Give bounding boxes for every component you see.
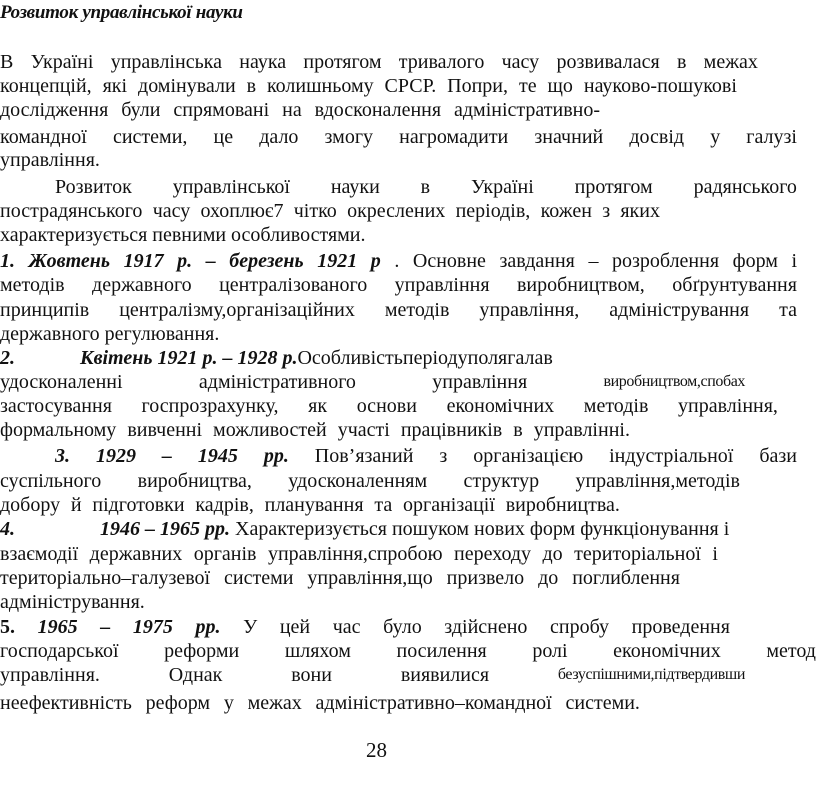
word: органів [193,543,257,565]
word: науки [330,176,380,198]
word: чітко [293,200,337,222]
word: кадрів, [195,494,254,516]
word: науково-пошукові [583,75,737,97]
word: виробництва, [137,470,252,492]
word: Україні [470,176,534,198]
text-segment [0,370,603,394]
word: державного [92,274,192,296]
word: системи. [565,692,640,714]
word: в [246,75,257,97]
word: значний [534,126,604,148]
word: управління. [0,664,100,686]
text-line [55,175,797,199]
word: суспільного [0,470,102,492]
text-line [0,50,758,74]
word: управління, [678,395,778,417]
word: взаємодії [0,543,79,565]
period-dates [96,444,315,468]
word: добору [0,494,61,516]
text-segment-small: виробництвом,спобах [603,373,745,390]
word: охоплює7 [200,200,284,222]
word: розроблення [612,250,720,272]
word: окреслених [347,200,446,222]
word: економічних [446,395,555,417]
word: на [282,99,302,121]
word: протягом [574,176,653,198]
word: тривалого [398,51,485,73]
word: що [547,75,573,97]
word: 1921 [317,250,358,272]
word: пострадянського [0,200,143,222]
section-title: Розвиток управлінської науки [0,2,243,23]
word: В [0,51,14,73]
word: галузі [746,126,797,148]
word: здійснено [444,616,528,638]
word: методів [583,395,649,417]
word: управління [394,274,490,296]
word: вони [291,664,332,686]
word: вивченні [127,419,203,441]
word: Однак [168,664,223,686]
word: шляхом [284,640,351,662]
word: . [394,250,400,272]
word: реформ [145,692,211,714]
word: кожен [540,200,592,222]
word: управління, [479,299,580,321]
text-line [0,74,737,98]
word: були [121,99,161,121]
word: та [374,494,393,516]
word: централізованого [219,274,368,296]
word: господарської [0,640,119,662]
word: СРСР. [384,75,437,97]
word: р. [177,250,193,272]
word: Попри, [447,75,509,97]
word: бази [759,445,797,467]
word: принципів [0,299,90,321]
word: – [588,250,599,272]
word: можливостей [213,419,327,441]
word: виробництва. [505,494,620,516]
word: ролі [532,640,568,662]
text-line: державного регулювання. [0,323,220,345]
period-lead: Особливістьперіодуполягалав [297,347,553,369]
word: методів [0,274,65,296]
word: спрямовані [173,99,270,121]
word: рр. [195,616,221,638]
word: Пов’язаний [314,445,414,467]
word: Основне [412,250,486,272]
word: у [223,692,234,714]
word: як [308,395,328,417]
word: удосконаленні [0,371,123,393]
word: управлінська [110,51,222,73]
text-line [0,418,630,442]
word: – [100,616,111,638]
word: 1965 [37,616,78,638]
word: досвід [629,126,685,148]
text-line [0,469,740,493]
word: 1. [0,250,15,272]
word: змогу [324,126,374,148]
word: яких [620,200,660,222]
word: й [70,494,82,516]
period-dates [29,249,395,273]
word: рр. [263,445,289,467]
text-line [0,98,600,122]
word: 1945 [197,445,238,467]
text-line [0,542,718,566]
word: з [602,200,611,222]
word: Жовтень [28,250,111,272]
text-line [0,663,745,687]
word: структур [463,470,540,492]
period-2-heading-line [0,346,640,370]
word: організацією [473,445,584,467]
period-number: 4. [0,518,15,540]
word: працівників [400,419,503,441]
word: підготовки [92,494,185,516]
text-line: адміністрування. [0,591,145,613]
word: у [710,126,721,148]
text-line [0,639,816,663]
word: адміністративного [198,371,356,393]
word: березень [229,250,304,272]
period-lead: Характеризується пошуком нових форм функціонування і [235,518,730,540]
text-line [0,298,797,322]
word: – [161,445,172,467]
word: час [332,616,361,638]
text-line [0,691,640,715]
word: управлінської [172,176,290,198]
word: дало [259,126,299,148]
word: колишньому [266,75,374,97]
word: було [383,616,422,638]
word: системи, [112,126,188,148]
word: це [213,126,234,148]
word: в [513,419,523,441]
word: переходу [454,543,532,565]
text-line: характеризується певними особливостями. [0,224,366,246]
word: – [205,250,216,272]
word: посилення [396,640,487,662]
word: методів [384,299,450,321]
word: територіальної [574,543,701,565]
word: командної [0,126,87,148]
text-line [0,394,778,418]
word: протягом [303,51,382,73]
period-number: 2. [0,347,15,369]
word: завдання [499,250,575,272]
word: системи [224,567,294,589]
word: неефективність [0,692,132,714]
word: форм [732,250,778,272]
text-segment-small: безуспішними,підтвердивши [557,666,745,683]
word: нагромадити [399,126,509,148]
word: концепцій, [0,75,92,97]
word: територіально–галузевої [0,567,211,589]
word: і [712,543,718,565]
word: індустріальної [609,445,734,467]
word: і [791,250,798,272]
word: 1975 [132,616,173,638]
word: управління,що [307,567,433,589]
word: управління [432,371,528,393]
period-dates: Квітень 1921 р. – 1928 р. [80,347,298,369]
word: радянського [693,176,797,198]
word: наука [239,51,287,73]
word: управлінні. [533,419,630,441]
word: призвело [446,567,525,589]
period-lead [243,615,730,639]
word: 1917 [123,250,164,272]
word: 3. [55,445,70,467]
word: до [538,567,559,589]
word: державних [89,543,183,565]
word: часу [152,200,191,222]
period-number [0,249,29,273]
word: 5. [0,616,15,638]
word: розвивалася [556,51,660,73]
word: цей [279,616,311,638]
word: метод [766,640,816,662]
period-3-heading-line [55,444,797,468]
word: організації [402,494,495,516]
word: управління,методів [575,470,740,492]
word: які [102,75,128,97]
word: реформи [164,640,240,662]
word: централізму,організаційних [119,299,355,321]
period-4-heading-line [0,517,780,541]
period-5-heading-line [0,615,730,639]
word: вдосконалення [314,99,442,121]
text-line: управління. [0,149,100,171]
text-line [0,493,620,517]
word: межах [703,51,758,73]
word: домінували [138,75,236,97]
word: удосконаленням [288,470,428,492]
text-line [0,566,680,590]
page-number: 28 [366,738,387,762]
word: часу [501,51,540,73]
period-lead [394,249,797,273]
period-dates [38,615,243,639]
word: обґрунтування [672,274,797,296]
word: межах [247,692,302,714]
word: основи [356,395,417,417]
word: адміністративно–командної [315,692,552,714]
word: участі [337,419,390,441]
period-lead [315,444,797,468]
text-segment [0,663,558,687]
word: р [370,250,381,272]
word: до [542,543,563,565]
word: в [676,51,687,73]
period-dates: 1946 – 1965 рр. [100,518,230,540]
word: Україні [30,51,94,73]
word: 1929 [95,445,136,467]
text-line [0,273,797,297]
word: спробу [550,616,610,638]
word: з [439,445,448,467]
period-1-heading-line [0,249,797,273]
period-number [55,444,96,468]
word: виробництвом, [516,274,645,296]
word: та [779,299,797,321]
word: проведення [631,616,730,638]
word: економічних [613,640,721,662]
word: планування [264,494,364,516]
text-line [0,370,745,394]
word: Розвиток [55,176,132,198]
text-line [0,199,660,223]
word: формальному [0,419,117,441]
word: управління,спробою [267,543,443,565]
word: застосування [0,395,112,417]
word: У [243,616,258,638]
text-line [0,125,797,149]
period-number [0,615,38,639]
word: те [518,75,537,97]
word: виявилися [400,664,490,686]
word: адміністрування [609,299,750,321]
word: в [420,176,431,198]
word: дослідження [0,99,109,121]
word: поглиблення [572,567,680,589]
word: адміністративно- [454,99,600,121]
word: періодів, [455,200,531,222]
word: госпрозрахунку, [141,395,279,417]
